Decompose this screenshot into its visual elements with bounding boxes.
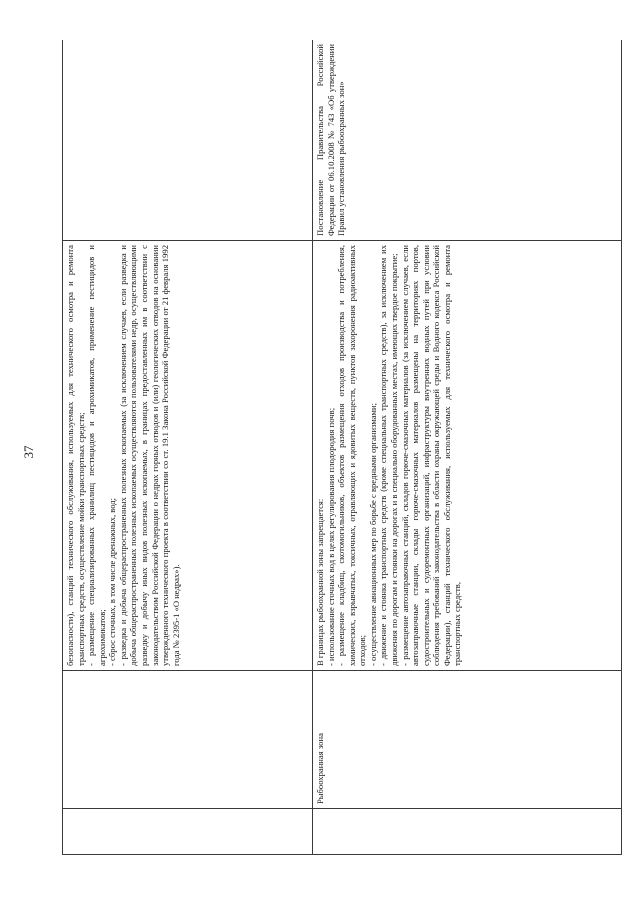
restriction-line: - движение и стоянка транспортных средств (кроме специальных транспортных средств), за исключением их движения по дорогам и стоянки на дорогах и в специально оборудованных местах, имеющих твердое покрытие; [378,245,399,666]
zone-cell: Рыбоохранная зона [313,671,622,809]
restrictions-cell [63,241,313,671]
rotated-table-container [62,40,622,855]
restriction-line: безопасности), станций технического обслуживания, используемых для технического осмотра и ремонта транспортных средств, осуществление мойки транспортных средств; [65,245,86,666]
restriction-line: - размещение автозаправочных станций, складов горюче-смазочных материалов (за исключением случаев, если автозаправочные станции, склады горюче-смазочных материалов размещены на территориях портов, судостроительных и судоремонтных организаций, инфраструктуры внутренних водных путей при условии соблюдения требований законодательства в области охраны окружающей среды и Водного кодекса Российской Федерации), станций технического обслуживания, используемых для технического осмотра и ремонта транспортных средств, [399,245,463,666]
index-cell [63,809,313,855]
restriction-line: - размещение специализированных хранилищ пестицидов и агрохимикатов, применение пестицидов и агрохимикатов; [86,245,107,666]
restriction-line: - разведка и добыча общераспространенных полезных ископаемых (за исключением случаев, если разведка и добыча общераспространенных полезных ископаемых осуществляются пользователями недр, осуществляющими разведку и добычу иных видов полезных ископаемых, в границах предоставленных им в соответствии с законодательством Российской Федерации о недрах горных отводов и (или) геологических отводов на основании утвержденного технического проекта в соответствии со ст. 19.1 Закона Российской Федерации от 21 февраля 1992 года № 2395-1 «О недрах»). [117,245,181,666]
zone-cell [63,671,313,809]
table-row [313,40,622,855]
rotated-page-frame [62,40,622,855]
restriction-line: В границах рыбоохранной зоны запрещается: [315,498,325,666]
table-row [63,40,313,855]
restriction-line: - использование сточных вод в целях регулирования плодородия почв; [325,407,336,666]
index-cell [313,809,622,855]
page-number: 37 [21,445,36,459]
restrictions-cell [313,241,622,671]
restrictions-table [62,40,622,855]
restriction-line: - размещение кладбищ, скотомогильников, объектов размещения отходов производства и потребления, химических, взрывчатых, токсичных, отравляющих и ядовитых веществ, пунктов захоронения радиоактивных отходов; [336,245,368,666]
basis-cell [63,40,313,241]
restriction-line: - осуществление авиационных мер по борьбе с вредными организмами; [367,403,378,666]
restriction-line: - сброс сточных, в том числе дренажных, вод; [107,497,118,666]
basis-cell: Постановление Правительства Российской Федерации от 06.10.2008 № 743 «Об утверждении Правил установления рыбоохранных зон» [313,40,622,241]
